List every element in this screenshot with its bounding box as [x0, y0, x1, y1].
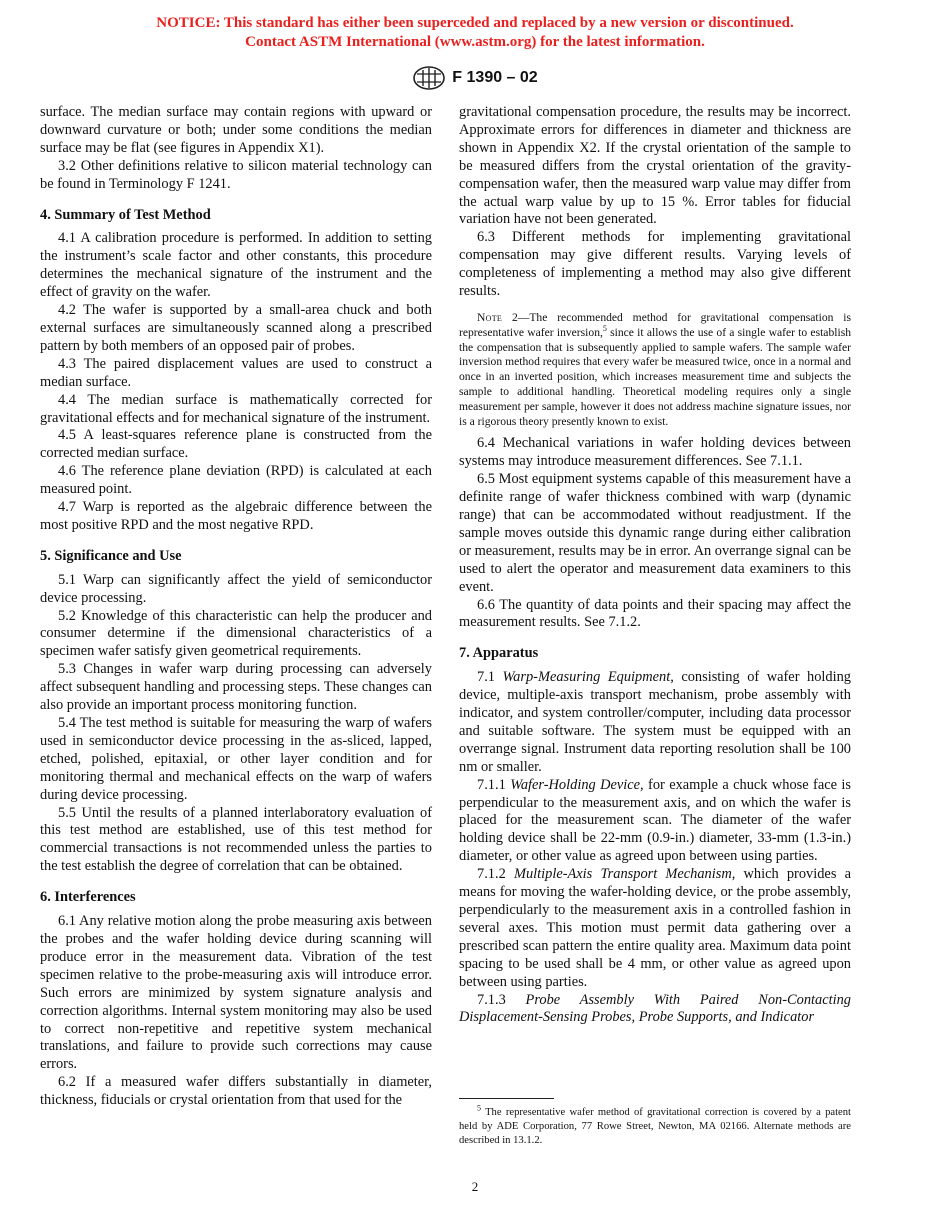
paragraph-continued: gravitational compensation procedure, the results may be incorrect. Approximate errors for differences in diameter and thickness are shown in Appendix X2. If the crystal orientation of the sample to be measured differs from the crystal orientation of the gravity-compensation wafer, then the measured warp value may differ from the actual warp value by up to 15 %. Error tables for fiducial variation have not been generated.: [459, 104, 851, 228]
paragraph-6-4: 6.4 Mechanical variations in wafer holding devices between systems may introduce measurement differences. See 7.1.1.: [459, 435, 851, 470]
section-heading-5: 5. Significance and Use: [40, 547, 182, 564]
paragraph-4-6: 4.6 The reference plane deviation (RPD) is calculated at each measured point.: [40, 463, 432, 498]
paragraph-5-1: 5.1 Warp can significantly affect the yield of semiconductor device processing.: [40, 571, 432, 606]
paragraph-6-6: 6.6 The quantity of data points and their spacing may affect the measurement results. See 7.1.2.: [459, 596, 851, 631]
clause-number: 7.1.3: [477, 991, 526, 1008]
footnote-divider: [459, 1098, 554, 1099]
paragraph-7-1-1: [459, 777, 851, 867]
paragraph-continued: surface. The median surface may contain regions with upward or downward curvature or both; under some conditions the median surface may be flat (see figures in Appendix X1).: [40, 104, 432, 156]
clause-text: , for example a chuck whose face is perpendicular to the measurement axis, and on which the wafer is placed for the measurement scan. The diameter of the wafer holding device shall be 22-mm (0.9-in.) diameter, 33-mm (1.3-in.) diameter, or other value as agreed upon between using parties.: [459, 776, 851, 865]
clause-number: 7.1: [477, 669, 503, 686]
paragraph-7-1: [459, 669, 851, 776]
footnote-text: The representative wafer method of gravitational correction is covered by a patent held by ADE Corporation, 77 Rowe Street, Newton, MA 02166. Alternate methods are described in 13.1.2.: [459, 1107, 851, 1146]
paragraph-4-2: 4.2 The wafer is supported by a small-area chuck and both external surfaces are simultaneously scanned along a prescribed pattern by both members of an opposed pair of probes.: [40, 302, 432, 354]
paragraph-4-7: 4.7 Warp is reported as the algebraic difference between the most positive RPD and the most negative RPD.: [40, 499, 432, 533]
paragraph-3-2: 3.2 Other definitions relative to silicon material technology can be found in Terminology F 1241.: [40, 157, 432, 192]
note-text-rest: since it allows the use of a single wafer to establish the compensation that is subsequently applied to sample wafers. The sample wafer inversion method requires that every wafer be measured twice, once in a normal and once in an inverted position, which increases measurement time and subjects the sample to additional handling. Theoretical modeling requires only a single measurement per sample, however it does not address machine signature issues, nor is a rigorous theory presently known to exist.: [459, 325, 851, 428]
clause-text: , which provides a means for moving the wafer-holding device, or the probe assembly, perpendicularly to the measurement axis in a controlled fashion in several axes. This motion must permit data gathering over a prescribed scan pattern the entire quality area. Maximum data point spacing to be used shall be 4 mm, or other value as agreed upon between using parties.: [459, 866, 851, 990]
notice-line-2: Contact ASTM International (www.astm.org) for the latest information.: [245, 34, 705, 50]
clause-text: , consisting of wafer holding device, multiple-axis transport mechanism, probe assembly with indicator, and system controller/computer, including data processor and suitable software. The system must be equipped with an overrange signal. Instrument data reporting resolution shall be 100 nm or smaller.: [459, 669, 851, 775]
footnote-marker: 5: [477, 1103, 481, 1113]
paragraph-5-5: 5.5 Until the results of a planned interlaboratory evaluation of this test method are established, use of this test method for commercial transactions is not recommended unless the parties to the test establish the degree of correlation that can be obtained.: [40, 804, 432, 875]
paragraph-6-1: 6.1 Any relative motion along the probe measuring axis between the probes and the wafer holding device during scanning will produce error in the measurement data. Vibration of the test specimen relative to the probe-measuring axis will introduce error. Such errors are minimized by system signature analysis and correction algorithms. Internal system monitoring may also be used to correct non-repetitive and repetitive system mechanical translations, and failure to provide such corrections may cause errors.: [40, 913, 432, 1073]
section-heading-6: 6. Interferences: [40, 889, 136, 906]
notice-line-1: NOTICE: This standard has either been superceded and replaced by a new version or discontinued.: [156, 15, 794, 31]
notice-banner: [0, 14, 950, 52]
note-2: [459, 311, 851, 429]
footnote-5: [459, 1103, 851, 1148]
clause-number: 7.1.1: [477, 776, 511, 793]
page-number: 2: [471, 1179, 479, 1194]
designation-number: F 1390 – 02: [452, 69, 538, 86]
document-header: [0, 66, 950, 90]
paragraph-7-1-2: [459, 866, 851, 991]
section-heading-4: 4. Summary of Test Method: [40, 206, 211, 223]
paragraph-4-3: 4.3 The paired displacement values are used to construct a median surface.: [40, 355, 432, 390]
section-heading-7: 7. Apparatus: [459, 645, 539, 662]
note-text: 2—The recommended method for gravitational compensation is representative wafer inversion,: [459, 310, 851, 339]
clause-term: Warp-Measuring Equipment: [502, 669, 671, 686]
paragraph-6-3: 6.3 Different methods for implementing gravitational compensation may give different results. Varying levels of completeness of implementing a method may also give different results.: [459, 229, 851, 300]
paragraph-6-2: 6.2 If a measured wafer differs substantially in diameter, thickness, fiducials or crystal orientation from that used for the: [40, 1074, 432, 1109]
paragraph-5-4: 5.4 The test method is suitable for measuring the warp of wafers used in semiconductor device processing in the as-sliced, lapped, etched, polished, epitaxial, or other layer condition and for monitoring thermal and mechanical effects on the warp of wafers during device processing.: [40, 715, 432, 803]
paragraph-5-3: 5.3 Changes in wafer warp during processing can adversely affect subsequent handling and processing steps. These changes can also provide an important process monitoring function.: [40, 661, 432, 714]
clause-term: Multiple-Axis Transport Mechanism: [513, 866, 732, 883]
clause-term: Probe Assembly With Paired Non-Contacting Displacement-Sensing Probes, Probe Supports, and Indicator: [459, 991, 851, 1026]
paragraph-4-1: 4.1 A calibration procedure is performed. In addition to setting the instrument’s scale factor and other constants, this procedure determines the mechanical signature of the instrument and the effect of gravity on the wafer.: [40, 230, 432, 301]
astm-logo-icon: [412, 66, 446, 90]
paragraph-7-1-3: [459, 992, 851, 1028]
clause-term: Wafer-Holding Device: [510, 776, 641, 793]
right-column: [459, 104, 851, 1027]
footnote-ref[interactable]: 5: [602, 323, 607, 333]
paragraph-4-4: 4.4 The median surface is mathematically corrected for gravitational effects and for mechanical signature of the instrument.: [40, 391, 432, 426]
note-label: Note: [477, 310, 503, 324]
paragraph-5-2: 5.2 Knowledge of this characteristic can help the producer and consumer determine if the dimensional characteristics of a specimen wafer satisfy given geometrical requirements.: [40, 607, 432, 660]
paragraph-4-5: 4.5 A least-squares reference plane is constructed from the corrected median surface.: [40, 427, 432, 462]
left-column: [40, 104, 432, 1110]
clause-number: 7.1.2: [477, 866, 514, 883]
paragraph-6-5: 6.5 Most equipment systems capable of this measurement have a definite range of wafer thickness combined with warp (dynamic range) that can be accommodated without readjustment. If the sample moves outside this dynamic range during either calibration or measurement, results may be in error. An overrange signal can be used to alert the operator and measurement data examiners to this event.: [459, 471, 852, 595]
